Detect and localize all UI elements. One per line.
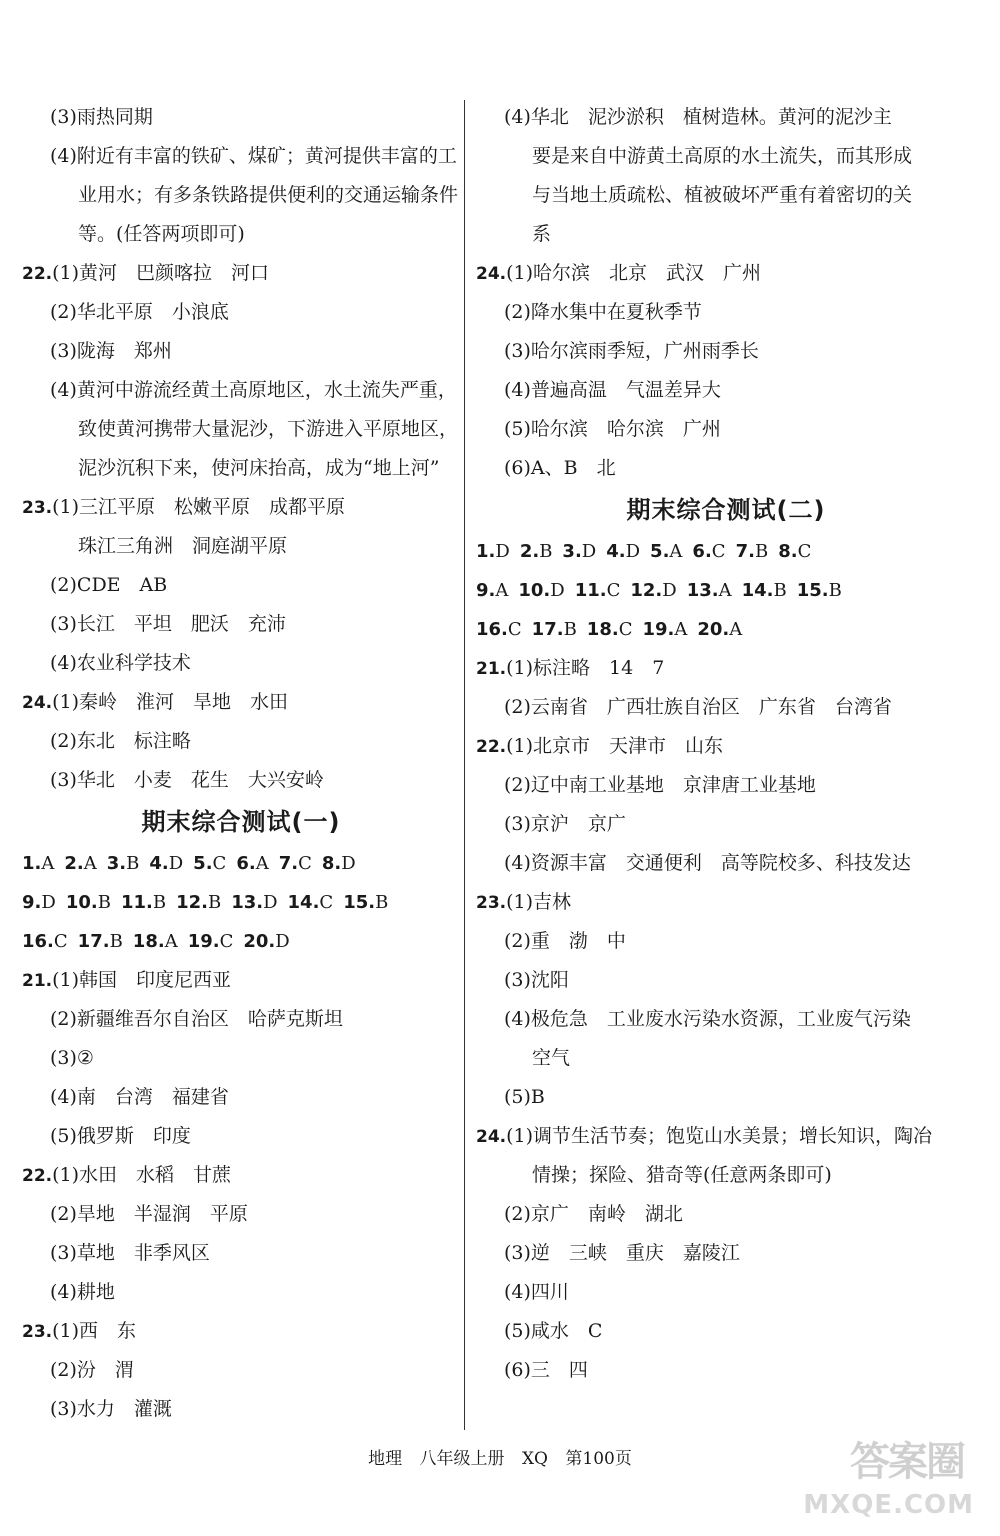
answer-letter: C	[711, 541, 726, 562]
answer-continuation: 珠江三角洲 洞庭湖平原	[78, 535, 288, 557]
choice-answer	[236, 844, 268, 883]
choice-answer	[66, 883, 111, 922]
choice-answer	[736, 532, 769, 571]
question-number: 11.	[120, 892, 153, 913]
question-number: 24.	[476, 264, 507, 284]
answer-letter: D	[41, 892, 56, 913]
choice-answer	[650, 532, 682, 571]
answer-continuation: 情操；探险、猎奇等(任意两条即可)	[532, 1164, 832, 1186]
choice-answer	[642, 610, 687, 649]
answer-letter: D	[168, 853, 184, 874]
answer-letter: B	[207, 892, 222, 913]
answer-letter: B	[109, 931, 123, 952]
answer-line	[476, 1117, 976, 1156]
question-number: 5.	[193, 853, 213, 874]
question-number: 4.	[149, 853, 169, 874]
question-number: 22.	[22, 1166, 53, 1186]
choice-answer	[630, 571, 676, 610]
answer-letter: A	[495, 580, 509, 601]
answer-line: (2)云南省 广西壮族自治区 广东省 台湾省	[504, 696, 892, 718]
answer-letter: A	[674, 619, 688, 640]
question-number: 3.	[106, 853, 127, 874]
answer-line: (4)农业科学技术	[50, 652, 191, 674]
answer-letter: A	[669, 541, 683, 562]
answer-line	[22, 1156, 460, 1195]
answer-line: (6)三 四	[504, 1359, 588, 1381]
answer-letter: C	[212, 853, 227, 874]
choice-answer	[476, 532, 510, 571]
answer-text: (1)三江平原 松嫩平原 成都平原	[52, 496, 346, 518]
answer-line	[22, 683, 460, 722]
choice-answer	[343, 883, 388, 922]
multiple-choice-answers	[22, 922, 460, 961]
answer-line: (2)华北平原 小浪底	[50, 301, 229, 323]
answer-line: (5)咸水 C	[504, 1320, 603, 1342]
choice-answer	[697, 610, 742, 649]
answer-letter: B	[773, 580, 787, 601]
question-number: 3.	[562, 541, 582, 562]
choice-answer	[692, 532, 725, 571]
answer-line: (2)东北 标注略	[50, 730, 191, 752]
choice-answer	[22, 844, 54, 883]
answer-letter: B	[152, 892, 167, 913]
question-number: 22.	[476, 737, 507, 757]
choice-answer	[279, 844, 312, 883]
question-number: 1.	[476, 541, 496, 562]
answer-text: (1)调节生活节奏；饱览山水美景；增长知识，陶冶	[506, 1125, 933, 1147]
answer-continuation: 致使黄河携带大量泥沙，下游进入平原地区，	[78, 418, 459, 440]
choice-answer	[575, 571, 621, 610]
choice-answer	[188, 922, 234, 961]
answer-text: (1)吉林	[506, 891, 572, 913]
choice-answer	[22, 883, 56, 922]
footer-code: XQ	[521, 1449, 548, 1469]
answer-letter: B	[539, 541, 553, 562]
answer-line: (3)②	[50, 1047, 94, 1069]
answer-line: (4)黄河中游流经黄土高原地区，水土流失严重，	[50, 379, 457, 401]
answer-text: (1)哈尔滨 北京 武汉 广州	[506, 262, 762, 284]
answer-line: (5)B	[504, 1086, 545, 1108]
answer-line: (5)俄罗斯 印度	[50, 1125, 191, 1147]
answer-text: (1)北京市 天津市 山东	[506, 735, 724, 757]
answer-letter: B	[126, 853, 140, 874]
answer-line	[476, 254, 976, 293]
answer-line: (4)普遍高温 气温差异大	[504, 379, 721, 401]
choice-answer	[107, 844, 140, 883]
question-number: 11.	[574, 580, 607, 601]
question-number: 12.	[176, 892, 208, 913]
answer-letter: D	[275, 931, 290, 952]
answer-line: (3)水力 灌溉	[50, 1398, 172, 1420]
answer-line	[22, 488, 460, 527]
answer-letter: D	[581, 541, 597, 562]
answer-line: (2)新疆维吾尔自治区 哈萨克斯坦	[50, 1008, 343, 1030]
answer-line: (5)哈尔滨 哈尔滨 广州	[504, 418, 721, 440]
answer-line: (3)沈阳	[504, 969, 569, 991]
choice-answer	[476, 610, 522, 649]
question-number: 21.	[22, 971, 53, 991]
choice-answer	[687, 571, 732, 610]
footer-page-number: 第100页	[565, 1449, 632, 1469]
answer-letter: D	[263, 892, 278, 913]
answer-line: (3)陇海 郑州	[50, 340, 172, 362]
question-number: 10.	[65, 892, 98, 913]
answer-continuation: 泥沙沉积下来，使河床抬高，成为“地上河”	[78, 457, 440, 479]
answer-line	[476, 649, 976, 688]
answer-line: (4)极危急 工业废水污染水资源，工业废气污染	[504, 1008, 911, 1030]
choice-answer	[606, 532, 640, 571]
question-number: 9.	[22, 892, 42, 913]
answer-continuation: 要是来自中游黄土高原的水土流失，而其形成	[532, 145, 913, 167]
answer-letter: C	[219, 931, 234, 952]
multiple-choice-answers	[22, 883, 460, 922]
question-number: 12.	[630, 580, 663, 601]
answer-line: (2)辽中南工业基地 京津唐工业基地	[504, 774, 816, 796]
question-number: 23.	[22, 498, 53, 518]
answer-line: (2)汾 渭	[50, 1359, 134, 1381]
multiple-choice-answers	[476, 571, 976, 610]
footer-grade: 八年级上册	[419, 1449, 505, 1469]
answer-letter: A	[83, 853, 97, 874]
multiple-choice-answers	[476, 532, 976, 571]
answer-line: (2)京广 南岭 湖北	[504, 1203, 683, 1225]
answer-line	[22, 1312, 460, 1351]
question-number: 2.	[519, 541, 540, 562]
answer-letter: D	[662, 580, 677, 601]
choice-answer	[133, 922, 178, 961]
answer-line: (4)华北 泥沙淤积 植树造林。黄河的泥沙主	[504, 106, 892, 128]
question-number: 18.	[586, 619, 619, 640]
answer-text: (1)水田 水稻 甘蔗	[52, 1164, 232, 1186]
column-divider	[464, 100, 465, 1430]
answer-letter: A	[41, 853, 55, 874]
question-number: 8.	[778, 541, 798, 562]
question-number: 1.	[22, 853, 42, 874]
answer-line: (3)哈尔滨雨季短，广州雨季长	[504, 340, 759, 362]
answer-letter: C	[298, 853, 312, 874]
answer-letter: A	[255, 853, 269, 874]
question-number: 17.	[77, 931, 110, 952]
answer-line: (6)A、B 北	[504, 457, 616, 479]
question-number: 4.	[606, 541, 626, 562]
choice-answer	[243, 922, 289, 961]
answer-letter: C	[606, 580, 621, 601]
answer-line: (2)重 渤 中	[504, 930, 626, 952]
choice-answer	[288, 883, 334, 922]
choice-answer	[149, 844, 183, 883]
multiple-choice-answers	[476, 610, 976, 649]
answer-line: (3)逆 三峡 重庆 嘉陵江	[504, 1242, 740, 1264]
watermark-logo	[803, 1430, 974, 1520]
answer-letter: B	[97, 892, 111, 913]
question-number: 16.	[22, 931, 54, 952]
answer-line: (2)CDE AB	[50, 574, 168, 596]
watermark-logo-text: 答案圈	[850, 1439, 964, 1485]
answer-letter: D	[550, 580, 565, 601]
question-number: 7.	[278, 853, 299, 874]
choice-answer	[742, 571, 787, 610]
question-number: 23.	[476, 893, 507, 913]
answer-line: (4)资源丰富 交通便利 高等院校多、科技发达	[504, 852, 911, 874]
answer-line: (3)草地 非季风区	[50, 1242, 210, 1264]
question-number: 23.	[22, 1322, 53, 1342]
choice-answer	[587, 610, 633, 649]
answer-letter: A	[164, 931, 178, 952]
answer-letter: C	[319, 892, 334, 913]
answer-line	[22, 961, 460, 1000]
question-number: 13.	[686, 580, 719, 601]
question-number: 19.	[642, 619, 675, 640]
question-number: 22.	[22, 264, 53, 284]
answer-letter: C	[53, 931, 68, 952]
question-number: 6.	[692, 541, 712, 562]
choice-answer	[193, 844, 226, 883]
question-number: 7.	[735, 541, 755, 562]
watermark-url: MXQE.COM	[803, 1490, 974, 1520]
answer-text: (1)黄河 巴颜喀拉 河口	[52, 262, 270, 284]
choice-answer	[231, 883, 277, 922]
answer-line: (4)附近有丰富的铁矿、煤矿；黄河提供丰富的工	[50, 145, 457, 167]
right-column	[476, 98, 976, 1390]
answer-line: (3)京沪 京广	[504, 813, 626, 835]
answer-text: (1)韩国 印度尼西亚	[52, 969, 232, 991]
answer-continuation: 系	[532, 223, 552, 245]
answer-letter: B	[563, 619, 577, 640]
answer-letter: C	[618, 619, 633, 640]
answer-letter: A	[718, 580, 732, 601]
answer-text: (1)标注略 14 7	[506, 657, 665, 679]
question-number: 20.	[243, 931, 276, 952]
answer-letter: C	[507, 619, 522, 640]
answer-letter: B	[828, 580, 842, 601]
answer-line	[476, 727, 976, 766]
answer-line: (3)雨热同期	[50, 106, 153, 128]
choice-answer	[64, 844, 96, 883]
answer-line: (4)耕地	[50, 1281, 115, 1303]
question-number: 20.	[697, 619, 730, 640]
choice-answer	[518, 571, 564, 610]
answer-letter: D	[341, 853, 356, 874]
question-number: 24.	[22, 693, 53, 713]
multiple-choice-answers	[22, 844, 460, 883]
answer-line: (3)长江 平坦 肥沃 充沛	[50, 613, 286, 635]
section-heading: 期末综合测试(二)	[626, 496, 826, 524]
choice-answer	[778, 532, 811, 571]
answer-letter: D	[625, 541, 641, 562]
footer-subject: 地理	[368, 1449, 403, 1469]
question-number: 10.	[518, 580, 551, 601]
left-column	[22, 98, 460, 1429]
answer-line: (3)华北 小麦 花生 大兴安岭	[50, 769, 324, 791]
question-number: 9.	[476, 580, 496, 601]
question-number: 16.	[476, 619, 508, 640]
answer-text: (1)西 东	[52, 1320, 137, 1342]
answer-line	[22, 254, 460, 293]
question-number: 14.	[741, 580, 774, 601]
answer-letter: D	[495, 541, 510, 562]
answer-line: (2)降水集中在夏秋季节	[504, 301, 702, 323]
choice-answer	[476, 571, 508, 610]
answer-continuation: 业用水；有多条铁路提供便利的交通运输条件	[78, 184, 459, 206]
answer-letter: B	[375, 892, 389, 913]
question-number: 6.	[236, 853, 256, 874]
answer-letter: B	[754, 541, 769, 562]
choice-answer	[562, 532, 596, 571]
question-number: 5.	[650, 541, 670, 562]
choice-answer	[121, 883, 166, 922]
choice-answer	[22, 922, 68, 961]
question-number: 14.	[287, 892, 320, 913]
question-number: 17.	[531, 619, 564, 640]
answer-continuation: 与当地土质疏松、植被破坏严重有着密切的关	[532, 184, 913, 206]
answer-letter: A	[729, 619, 743, 640]
question-number: 15.	[343, 892, 376, 913]
answer-continuation: 等。(任答两项即可)	[78, 223, 245, 245]
answer-line: (2)旱地 半湿润 平原	[50, 1203, 248, 1225]
question-number: 13.	[231, 892, 264, 913]
question-number: 18.	[132, 931, 165, 952]
choice-answer	[520, 532, 553, 571]
choice-answer	[322, 844, 356, 883]
answer-letter: C	[797, 541, 812, 562]
answer-continuation: 空气	[532, 1047, 571, 1069]
choice-answer	[78, 922, 123, 961]
question-number: 19.	[187, 931, 220, 952]
answer-line: (4)四川	[504, 1281, 569, 1303]
question-number: 8.	[321, 853, 342, 874]
choice-answer	[797, 571, 842, 610]
answer-line: (4)南 台湾 福建省	[50, 1086, 229, 1108]
answer-text: (1)秦岭 淮河 旱地 水田	[52, 691, 289, 713]
choice-answer	[532, 610, 577, 649]
answer-line	[476, 883, 976, 922]
question-number: 2.	[64, 853, 84, 874]
question-number: 21.	[476, 659, 507, 679]
section-heading: 期末综合测试(一)	[141, 808, 341, 836]
choice-answer	[176, 883, 221, 922]
question-number: 15.	[796, 580, 829, 601]
question-number: 24.	[476, 1127, 507, 1147]
